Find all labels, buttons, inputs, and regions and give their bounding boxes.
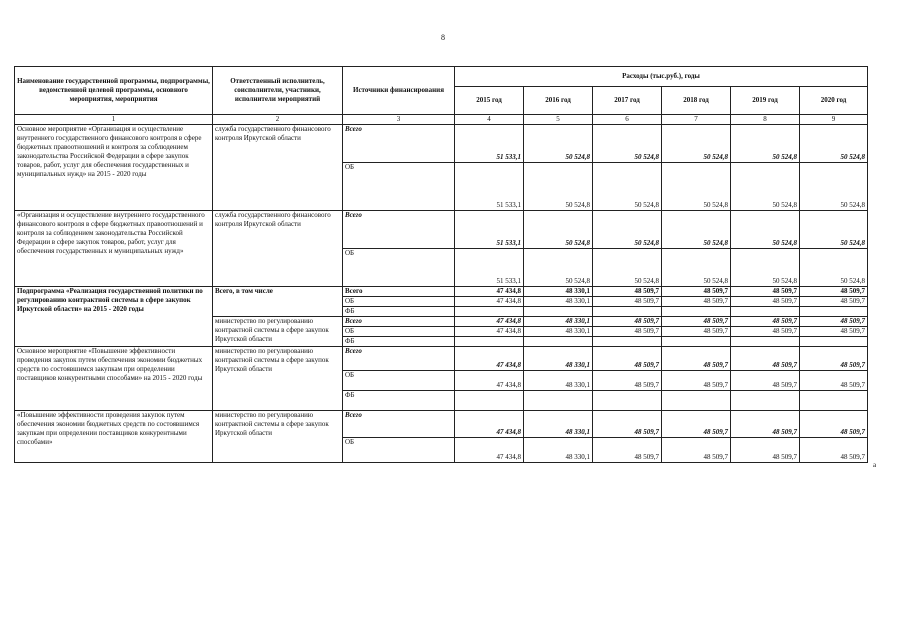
empty-cell (800, 337, 868, 347)
value-cell: 47 434,8 (455, 317, 524, 327)
source-fb: ФБ (343, 337, 455, 347)
value-cell: 51 533,1 (455, 249, 524, 287)
value-cell: 50 524,8 (593, 125, 662, 163)
empty-cell (800, 391, 868, 411)
value-cell: 48 330,1 (524, 297, 593, 307)
executor: министерство по регулированию контрактной системы в сфере закупок Иркутской области (213, 317, 343, 347)
source-ob: ОБ (343, 249, 455, 287)
value-cell: 48 330,1 (524, 317, 593, 327)
value-cell: 47 434,8 (455, 411, 524, 438)
value-cell: 47 434,8 (455, 327, 524, 337)
col-number: 3 (343, 115, 455, 125)
value-cell: 48 330,1 (524, 347, 593, 371)
value-cell: 51 533,1 (455, 125, 524, 163)
value-cell: 50 524,8 (800, 163, 868, 211)
value-cell: 48 330,1 (524, 327, 593, 337)
value-cell: 48 509,7 (800, 438, 868, 463)
value-cell: 48 330,1 (524, 371, 593, 391)
executor: служба государственного финансового контроля Иркутской области (213, 125, 343, 211)
value-cell: 48 509,7 (800, 347, 868, 371)
value-cell: 48 509,7 (731, 411, 800, 438)
source-ob: ОБ (343, 371, 455, 391)
value-cell: 47 434,8 (455, 297, 524, 307)
value-cell: 48 330,1 (524, 287, 593, 297)
source-total: Всего (343, 317, 455, 327)
value-cell: 48 509,7 (800, 317, 868, 327)
value-cell: 47 434,8 (455, 438, 524, 463)
value-cell: 50 524,8 (524, 163, 593, 211)
empty-cell (524, 307, 593, 317)
source-total: Всего (343, 211, 455, 249)
program-name: «Организация и осуществление внутреннего государственного финансового контроля в сфере бюджетных правоотношений и контроля за соблюдением законодательства Российской Федерации в сфере закупок товаров, работ, услуг для обеспечения государственных и муниципальных нужд» (15, 211, 213, 287)
empty-cell (593, 337, 662, 347)
value-cell: 47 434,8 (455, 287, 524, 297)
value-cell: 48 509,7 (593, 411, 662, 438)
source-ob: ОБ (343, 163, 455, 211)
value-cell: 50 524,8 (593, 211, 662, 249)
value-cell: 48 509,7 (800, 297, 868, 307)
empty-cell (455, 337, 524, 347)
header-expenses: Расходы (тыс.руб.), годы (455, 67, 868, 87)
executor: служба государственного финансового контроля Иркутской области (213, 211, 343, 287)
empty-cell (662, 391, 731, 411)
col-number: 9 (800, 115, 868, 125)
expenses-table (14, 66, 868, 463)
col-number: 6 (593, 115, 662, 125)
empty-cell (593, 391, 662, 411)
value-cell: 48 509,7 (800, 411, 868, 438)
value-cell: 48 509,7 (731, 371, 800, 391)
value-cell: 48 509,7 (593, 347, 662, 371)
value-cell: 50 524,8 (662, 163, 731, 211)
executor: министерство по регулированию контрактной системы в сфере закупок Иркутской области (213, 411, 343, 463)
source-total: Всего (343, 347, 455, 371)
value-cell: 48 509,7 (800, 287, 868, 297)
value-cell: 48 509,7 (731, 297, 800, 307)
value-cell: 47 434,8 (455, 371, 524, 391)
source-fb: ФБ (343, 307, 455, 317)
executor: министерство по регулированию контрактной системы в сфере закупок Иркутской области (213, 347, 343, 411)
program-name: Основное мероприятие «Организация и осуществление внутреннего государственного финансового контроля в сфере бюджетных правоотношений и контроля за соблюдением законодательства Российской Федерации в сфере закупок товаров, работ, услуг для обеспечения государственных и муниципальных нужд» на 2015 - 2020 годы (15, 125, 213, 211)
col-number: 5 (524, 115, 593, 125)
value-cell: 48 330,1 (524, 438, 593, 463)
value-cell: 50 524,8 (524, 125, 593, 163)
empty-cell (662, 307, 731, 317)
program-name: «Повышение эффективности проведения закупок путем обеспечения экономии бюджетных средств по состоявшимся закупкам при определении поставщиков конкурентными способами» (15, 411, 213, 463)
value-cell: 50 524,8 (593, 249, 662, 287)
value-cell: 48 509,7 (731, 327, 800, 337)
source-total: Всего (343, 287, 455, 297)
value-cell: 48 509,7 (662, 287, 731, 297)
value-cell: 48 509,7 (593, 287, 662, 297)
value-cell: 50 524,8 (524, 249, 593, 287)
value-cell: 50 524,8 (662, 211, 731, 249)
page-number: 8 (441, 33, 445, 42)
header-year: 2019 год (731, 87, 800, 115)
value-cell: 50 524,8 (524, 211, 593, 249)
col-number: 8 (731, 115, 800, 125)
source-ob: ОБ (343, 438, 455, 463)
value-cell: 48 509,7 (800, 371, 868, 391)
header-year: 2017 год (593, 87, 662, 115)
empty-cell (524, 391, 593, 411)
program-name: Основное мероприятие «Повышение эффективности проведения закупок путем обеспечения экономии бюджетных средств по состоявшимся закупкам при определении поставщиков конкурентными способами» на 2015 - 2020 годы (15, 347, 213, 411)
col-number: 4 (455, 115, 524, 125)
value-cell: 50 524,8 (731, 125, 800, 163)
empty-cell (731, 337, 800, 347)
header-executor: Ответственный исполнитель, соисполнители, участники, исполнители мероприятий (213, 67, 343, 115)
value-cell: 50 524,8 (731, 211, 800, 249)
header-year: 2020 год (800, 87, 868, 115)
value-cell: 50 524,8 (800, 211, 868, 249)
empty-cell (800, 307, 868, 317)
value-cell: 50 524,8 (800, 125, 868, 163)
value-cell: 48 330,1 (524, 411, 593, 438)
value-cell: 50 524,8 (662, 249, 731, 287)
value-cell: 50 524,8 (731, 249, 800, 287)
value-cell: 51 533,1 (455, 211, 524, 249)
header-year: 2015 год (455, 87, 524, 115)
value-cell: 48 509,7 (800, 327, 868, 337)
value-cell: 50 524,8 (662, 125, 731, 163)
empty-cell (662, 337, 731, 347)
value-cell: 48 509,7 (593, 371, 662, 391)
source-ob: ОБ (343, 297, 455, 307)
header-year: 2016 год (524, 87, 593, 115)
value-cell: 48 509,7 (731, 287, 800, 297)
value-cell: 48 509,7 (662, 327, 731, 337)
side-mark: а (873, 461, 877, 469)
header-year: 2018 год (662, 87, 731, 115)
value-cell: 48 509,7 (593, 438, 662, 463)
subprogram-name: Подпрограмма «Реализация государственной политики по регулированию контрактной системы в сфере закупок Иркутской области» на 2015 - 2020 годы (15, 287, 213, 347)
value-cell: 48 509,7 (731, 317, 800, 327)
empty-cell (455, 391, 524, 411)
source-total: Всего (343, 411, 455, 438)
empty-cell (731, 391, 800, 411)
header-name: Наименование государственной программы, подпрограммы, ведомственной целевой программы, основного мероприятия, мероприятия (15, 67, 213, 115)
source-total: Всего (343, 125, 455, 163)
empty-cell (731, 307, 800, 317)
executor-all: Всего, в том числе (213, 287, 343, 317)
value-cell: 51 533,1 (455, 163, 524, 211)
header-sources: Источники финансирования (343, 67, 455, 115)
value-cell: 50 524,8 (800, 249, 868, 287)
value-cell: 50 524,8 (731, 163, 800, 211)
value-cell: 48 509,7 (593, 317, 662, 327)
col-number: 2 (213, 115, 343, 125)
value-cell: 48 509,7 (662, 411, 731, 438)
value-cell: 48 509,7 (662, 371, 731, 391)
empty-cell (593, 307, 662, 317)
source-ob: ОБ (343, 327, 455, 337)
value-cell: 48 509,7 (731, 438, 800, 463)
value-cell: 48 509,7 (593, 297, 662, 307)
col-number: 7 (662, 115, 731, 125)
value-cell: 48 509,7 (593, 327, 662, 337)
source-fb: ФБ (343, 391, 455, 411)
value-cell: 47 434,8 (455, 347, 524, 371)
empty-cell (455, 307, 524, 317)
value-cell: 48 509,7 (662, 347, 731, 371)
value-cell: 48 509,7 (662, 317, 731, 327)
value-cell: 48 509,7 (662, 297, 731, 307)
value-cell: 48 509,7 (662, 438, 731, 463)
value-cell: 50 524,8 (593, 163, 662, 211)
empty-cell (524, 337, 593, 347)
value-cell: 48 509,7 (731, 347, 800, 371)
col-number: 1 (15, 115, 213, 125)
